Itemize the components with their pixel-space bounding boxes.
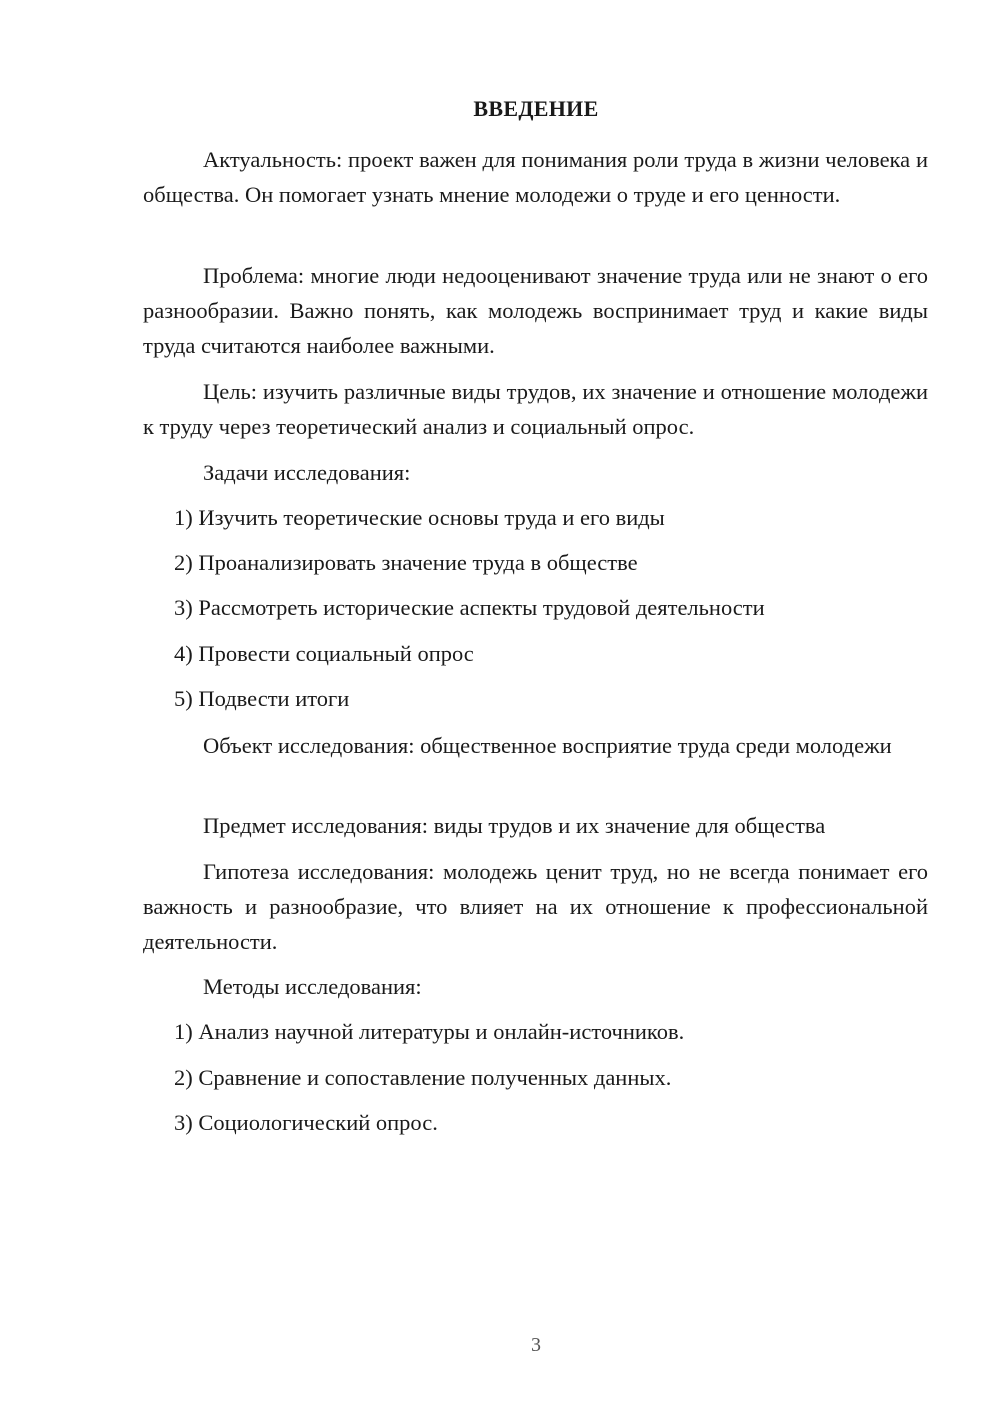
- method-item: 1) Анализ научной литературы и онлайн-источников.: [174, 1019, 685, 1044]
- object-paragraph: Объект исследования: общественное восприятие труда среди молодежи: [203, 733, 892, 758]
- subject-paragraph: Предмет исследования: виды трудов и их значение для общества: [203, 813, 826, 838]
- method-item: 3) Социологический опрос.: [174, 1110, 438, 1135]
- section-title: ВВЕДЕНИЕ: [473, 96, 599, 121]
- problem-paragraph: Проблема: многие люди недооценивают значение труда или не знают о его разнообразии. Важно понять, как молодежь воспринимает труд и какие виды труда считаются наиболее важными.: [143, 263, 928, 358]
- task-item: 3) Рассмотреть исторические аспекты трудовой деятельности: [174, 595, 765, 620]
- page-number: 3: [531, 1334, 541, 1356]
- task-item: 4) Провести социальный опрос: [174, 641, 474, 666]
- tasks-heading: Задачи исследования:: [203, 460, 411, 485]
- methods-heading: Методы исследования:: [203, 974, 422, 999]
- method-item: 2) Сравнение и сопоставление полученных данных.: [174, 1065, 672, 1090]
- task-item: 1) Изучить теоретические основы труда и его виды: [174, 505, 665, 530]
- relevance-paragraph: Актуальность: проект важен для понимания роли труда в жизни человека и общества. Он помогает узнать мнение молодежи о труде и его ценности.: [143, 147, 928, 207]
- task-item: 2) Проанализировать значение труда в обществе: [174, 550, 638, 575]
- task-item: 5) Подвести итоги: [174, 686, 350, 711]
- goal-paragraph: Цель: изучить различные виды трудов, их значение и отношение молодежи к труду через теоретический анализ и социальный опрос.: [143, 379, 928, 439]
- hypothesis-paragraph: Гипотеза исследования: молодежь ценит труд, но не всегда понимает его важность и разнообразие, что влияет на их отношение к профессиональной деятельности.: [143, 859, 928, 954]
